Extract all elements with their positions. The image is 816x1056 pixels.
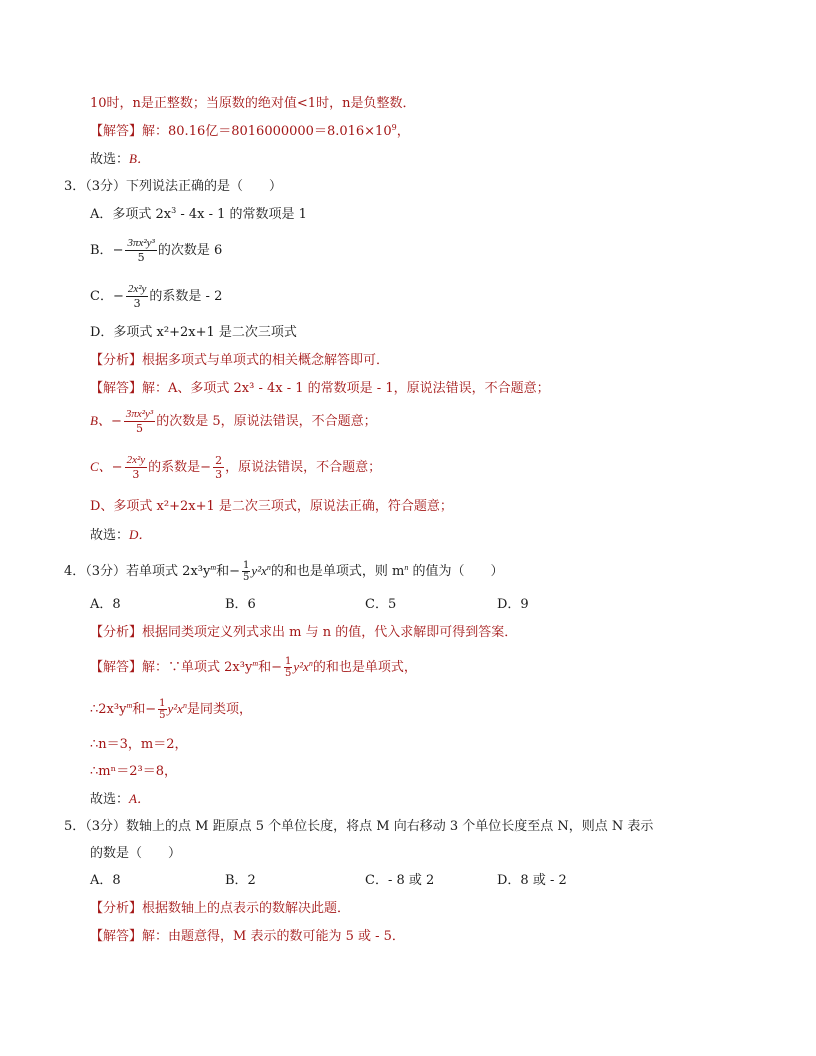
q4-option-b: B．6 xyxy=(225,597,256,612)
solution-tag: 【解答】 xyxy=(90,929,143,944)
q3-option-b-label: B． xyxy=(90,243,113,258)
solution-c-rest: ，原说法错误，不合题意； xyxy=(225,460,382,475)
q5-option-a: A．8 xyxy=(90,873,121,888)
answer-select-value: D． xyxy=(129,527,152,542)
q4-text-e: 的值为（ ） xyxy=(408,564,504,579)
fraction-numerator: 3πx²y³ xyxy=(125,408,154,420)
fraction-denominator: 5 xyxy=(159,710,166,721)
analysis-text: 根据同类项定义列式求出 m 与 n 的值，代入求解即可得到答案． xyxy=(142,625,518,640)
solution-end: ， xyxy=(396,124,410,139)
analysis-tag: 【分析】 xyxy=(90,901,143,916)
fraction-numerator: 3πx²y³ xyxy=(127,237,155,249)
step-1-text-a: ∴2x³y xyxy=(90,702,127,717)
q4-solution-fraction xyxy=(284,656,292,679)
analysis-tag: 【分析】 xyxy=(90,625,143,640)
analysis-text: 根据数轴上的点表示的数解决此题． xyxy=(142,901,351,916)
q3-analysis xyxy=(90,352,389,370)
q4-analysis xyxy=(90,624,517,642)
answer-select-label: 故选： xyxy=(90,792,130,807)
analysis-text: 根据多项式与单项式的相关概念解答即可． xyxy=(142,353,390,368)
solution-b-label: B、 xyxy=(90,413,111,428)
q4-option-d: D．9 xyxy=(497,597,529,612)
solution-tag: 【解答】 xyxy=(90,660,143,675)
q4-fraction xyxy=(242,560,250,583)
solution-b-text: 的次数是 5，原说法错误，不合题意； xyxy=(156,414,377,429)
fraction-denominator: 5 xyxy=(136,422,144,435)
q3-solution-c: C、− $\frac{\text{2x²y}}{3}$ 的系数是− $\frac{2}{3}$ ，原说法错误，不合题意； xyxy=(90,454,382,481)
q4-step-1: $\therefore 2x^3y^m$和− $\frac{1}{5}$ $y^2x^n$是同类项， xyxy=(90,698,252,721)
step-1-text-c: y²x xyxy=(167,701,183,716)
solution-text: 解：由题意得，M 表示的数可能为 5 或 - 5． xyxy=(142,929,405,944)
q3-solution-c-fraction xyxy=(125,454,148,481)
fraction-numerator: 2 xyxy=(215,454,223,467)
q5-option-c: C．- 8 或 2 xyxy=(365,873,435,888)
fraction-numerator: 1 xyxy=(159,698,166,709)
answer-select-value: B． xyxy=(129,151,150,166)
q3-option-c: C．− $\frac{\text{2x²y}}{3}$ 的系数是 - 2 xyxy=(90,283,223,310)
answer-select-label: 故选： xyxy=(90,152,130,167)
q3-option-a: A．多项式 $2x^3 - 4x - 1$ 的常数项是 1 xyxy=(90,206,307,222)
step-1-text-b: 和 xyxy=(132,702,146,717)
q3-option-a-rest: - 4x - 1 的常数项是 1 xyxy=(176,207,307,222)
solution-text-a: 解：∵单项式 2x³y xyxy=(142,660,253,675)
q4-text-d: 的和也是单项式，则 m xyxy=(270,564,405,579)
solution-c-label: C、 xyxy=(90,459,112,474)
q5-solution xyxy=(90,928,405,946)
solution-text-b: 和 xyxy=(258,660,272,675)
q4-step-2: ∴n＝3，m＝2， xyxy=(90,737,188,752)
question-3-title: 3．（3分）下列说法正确的是（ ） xyxy=(64,179,283,194)
q4-option-c: C．5 xyxy=(365,597,397,612)
q4-answer-select xyxy=(90,790,150,809)
fraction-denominator: 3 xyxy=(215,468,223,481)
solution-text-c: y²x xyxy=(293,659,309,674)
q3-answer-select xyxy=(90,526,151,545)
question-4-title: 4．（3分）若单项式 $2x^3y^m$和− $\frac{1}{5}$ $y^2x^n$的和也是单项式，则 $m^n$ 的值为（ ） xyxy=(64,560,504,583)
q3-solution-b: B、− $\frac{\text{3πx²y³}}{5}$ 的次数是 5，原说法错误，不合题意； xyxy=(90,408,377,435)
question-5-title: 5．（3分）数轴上的点 M 距原点 5 个单位长度，将点 M 向右移动 3 个单位长度至点 N，则点 N 表示 xyxy=(64,819,654,834)
answer-select-line xyxy=(90,150,150,169)
step-1-text-d: 是同类项， xyxy=(186,702,252,717)
solution-text-d: 的和也是单项式， xyxy=(312,660,417,675)
q4-step-3: ∴mⁿ＝2³＝8， xyxy=(90,764,177,779)
fraction-denominator: 5 xyxy=(285,668,292,679)
q3-option-b-text: 的次数是 6 xyxy=(157,243,223,258)
solution-tag: 【解答】 xyxy=(90,124,143,139)
fraction-numerator: 1 xyxy=(243,560,250,571)
q5-option-d: D．8 或 - 2 xyxy=(497,873,567,888)
fraction-denominator: 5 xyxy=(137,251,145,264)
solution-tag: 【解答】 xyxy=(90,381,143,396)
q4-solution: 【解答】解：∵单项式 $2x^3y^m$和− $\frac{1}{5}$ $y^2x^n$的和也是单项式， xyxy=(90,656,417,679)
fraction-denominator: 3 xyxy=(132,468,140,481)
q5-analysis xyxy=(90,900,350,918)
q3-solution-d: D、多项式 x²+2x+1 是二次三项式，原说法正确，符合题意； xyxy=(90,499,453,514)
q3-solution xyxy=(90,380,550,398)
solution-text: 解：80.16亿＝8016000000＝8.016×10 xyxy=(142,124,392,139)
q3-option-c-label: C． xyxy=(90,289,113,304)
q3-option-c-fraction xyxy=(126,283,149,310)
answer-select-label: 故选： xyxy=(90,528,130,543)
q5-option-b: B．2 xyxy=(225,873,256,888)
q3-solution-c-coefficient xyxy=(213,454,224,481)
q4-text-b: 和 xyxy=(216,564,230,579)
q3-option-b: B．− $\frac{\text{3πx²y³}}{5}$ 的次数是 6 xyxy=(90,237,223,264)
solution-c-text: 的系数是 xyxy=(148,460,201,475)
fraction-numerator: 2x²y xyxy=(126,454,146,466)
q4-step-1-fraction xyxy=(158,698,166,721)
q3-option-d: D．多项式 x²+2x+1 是二次三项式 xyxy=(90,325,297,340)
exponent: 9 xyxy=(391,123,397,132)
q3-option-b-fraction xyxy=(125,237,156,264)
q4-option-a: A．8 xyxy=(90,597,121,612)
q3-option-c-text: 的系数是 - 2 xyxy=(149,289,223,304)
q3-solution-b-fraction xyxy=(124,408,155,435)
solution-line xyxy=(90,123,410,141)
fraction-numerator: 2x²y xyxy=(127,283,147,295)
q4-text-a: 4．（3分）若单项式 2x³y xyxy=(64,564,211,579)
q3-option-a-text: A．多项式 2x xyxy=(90,207,172,222)
solution-text: 解：A、多项式 2x³ - 4x - 1 的常数项是 - 1，原说法错误，不合题意； xyxy=(142,381,550,396)
fraction-numerator: 1 xyxy=(285,656,292,667)
analysis-tag: 【分析】 xyxy=(90,353,143,368)
q4-text-c: y²x xyxy=(251,563,267,578)
fraction-denominator: 3 xyxy=(133,297,141,310)
answer-select-value: A． xyxy=(129,791,150,806)
answer-text-continuation: 10时，n是正整数；当原数的绝对值<1时，n是负整数． xyxy=(90,96,416,111)
question-5-title-cont: 的数是（ ） xyxy=(90,846,182,861)
fraction-denominator: 5 xyxy=(243,572,250,583)
